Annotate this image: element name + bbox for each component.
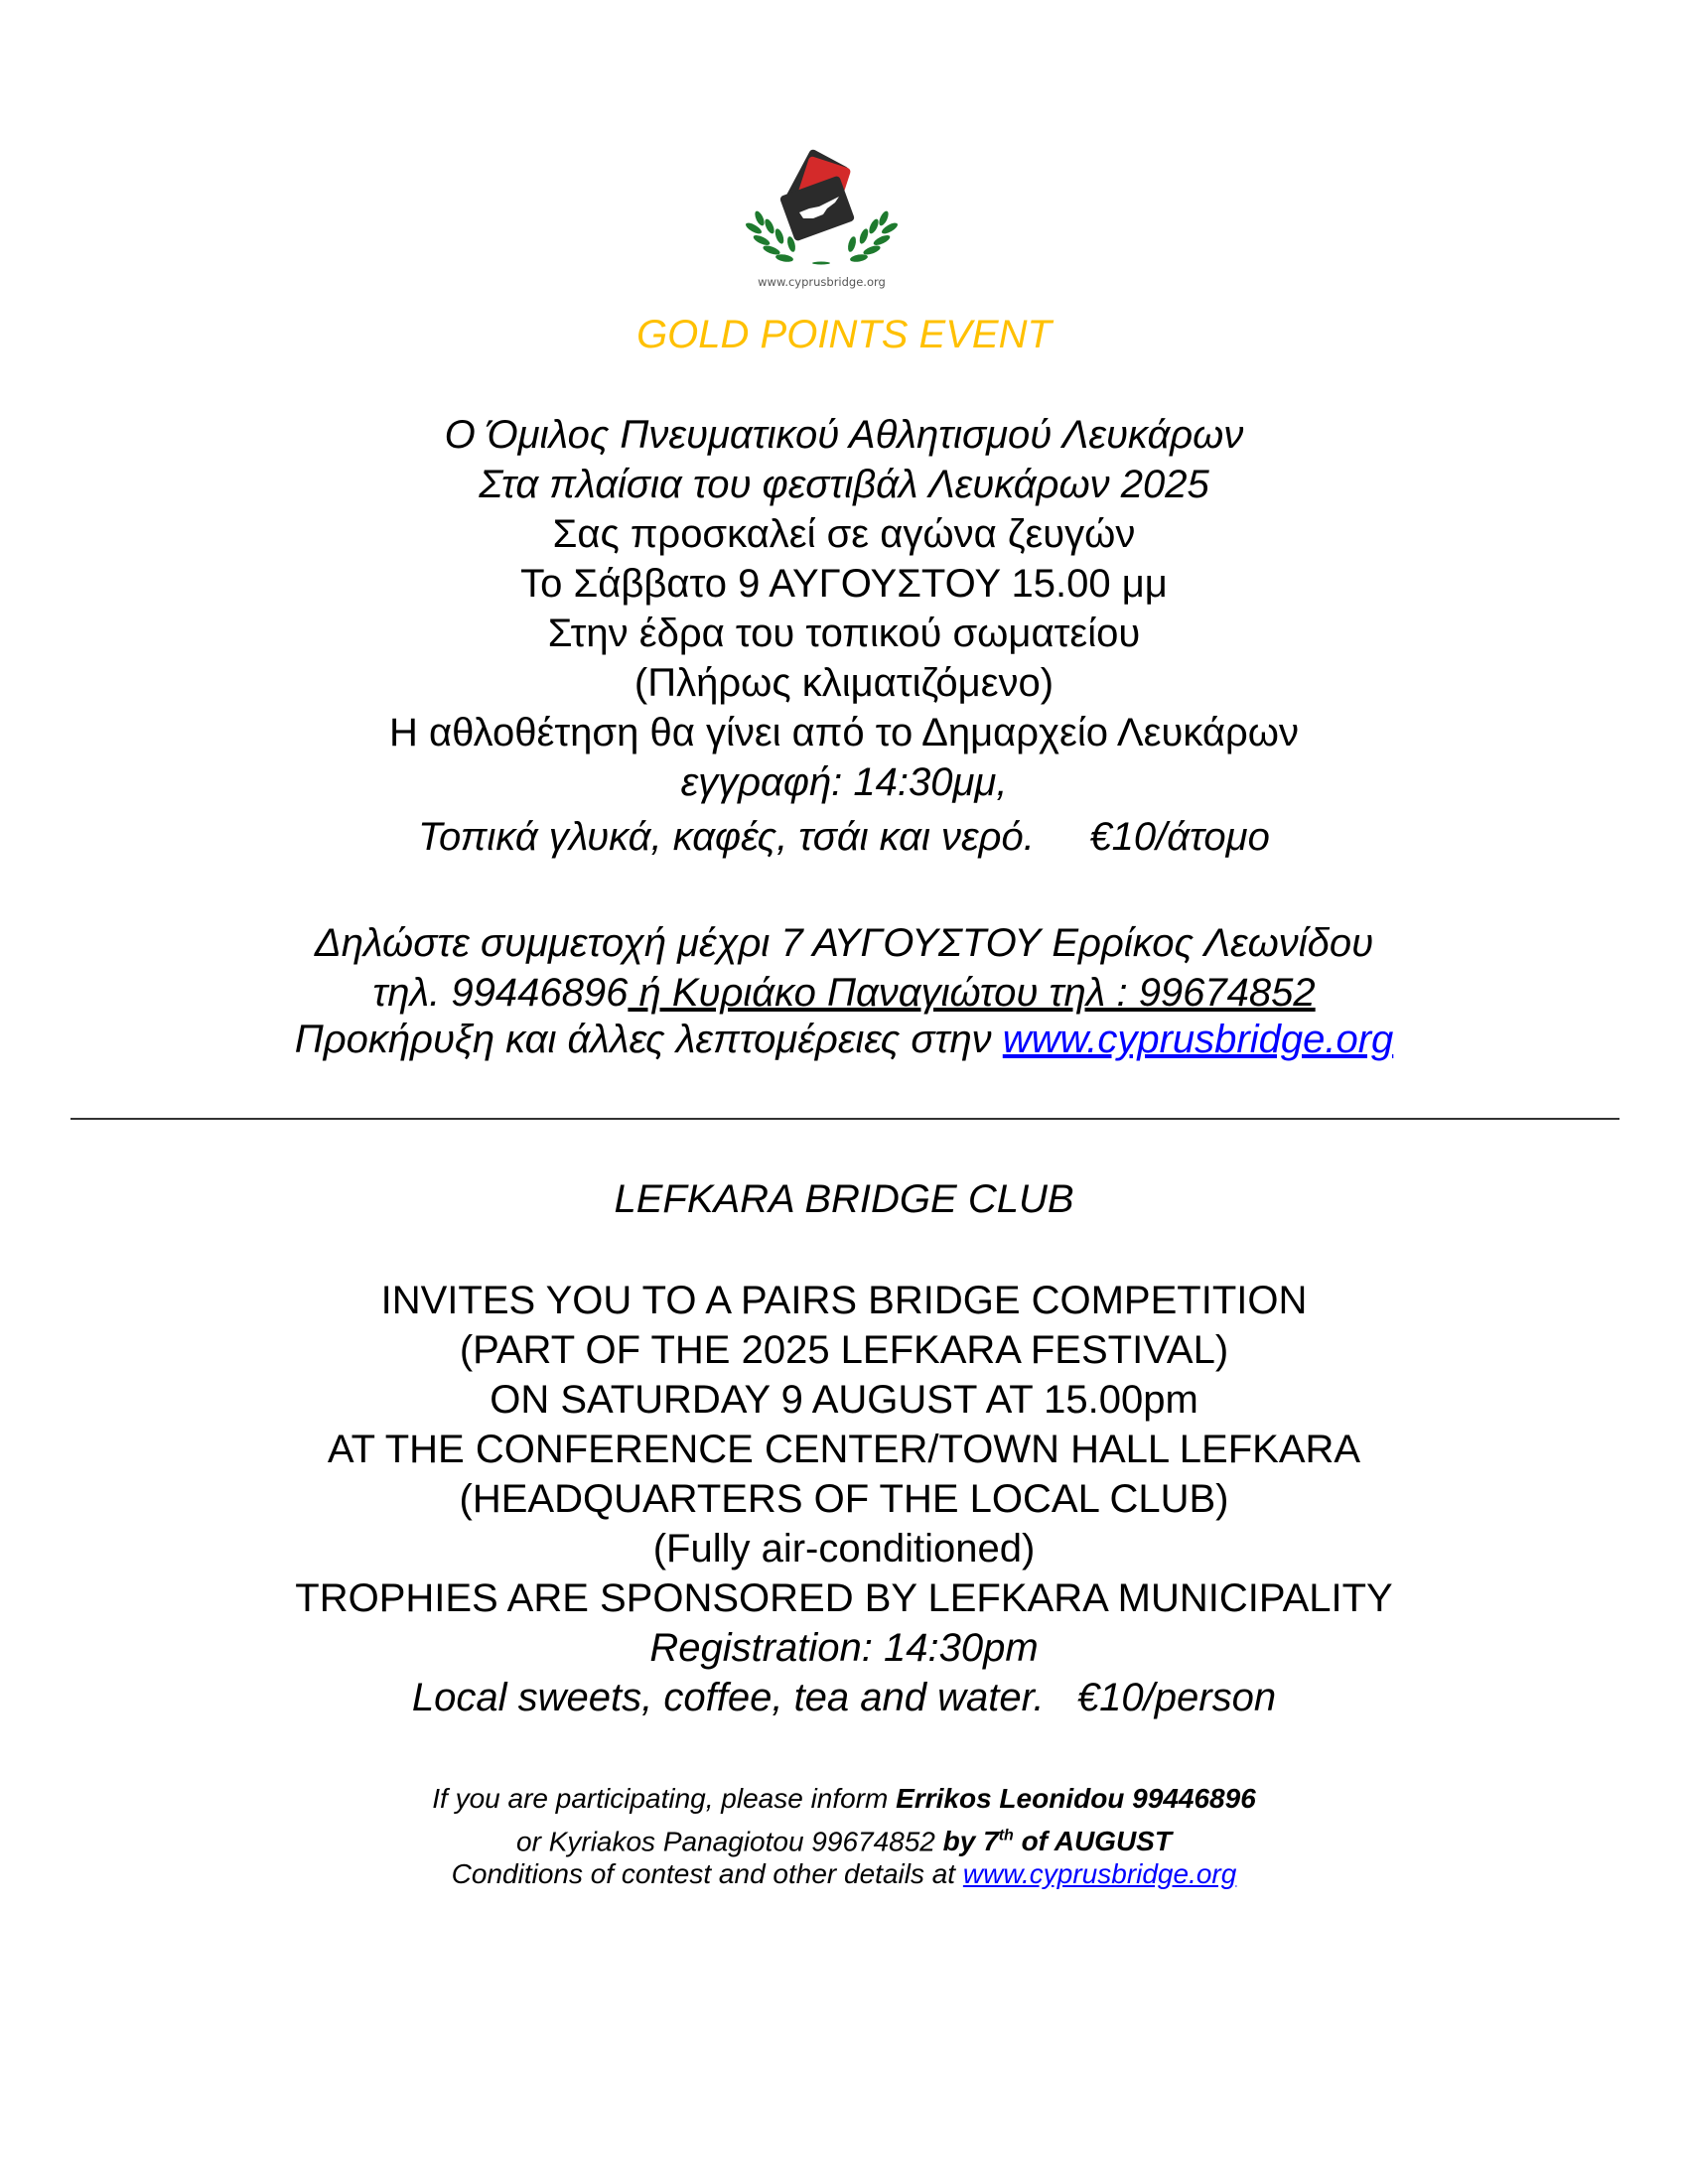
greek-line: εγγραφή: 14:30μμ, xyxy=(680,760,1008,804)
greek-line: (Πλήρως κλιματιζόμενο) xyxy=(633,661,1055,705)
phone-text: τηλ. 99446896 xyxy=(372,971,629,1015)
english-line: ON SATURDAY 9 AUGUST AT 15.00pm xyxy=(490,1378,1198,1422)
second-contact-underlined: ή Κυριάκο Παναγιώτου τηλ : 99674852 xyxy=(628,971,1316,1015)
footer-text: Conditions of contest and other details at xyxy=(451,1858,963,1889)
greek-line: Στην έδρα του τοπικού σωματείου xyxy=(547,612,1141,655)
logo-caption: www.cyprusbridge.org xyxy=(758,275,886,289)
deadline-day: by 7 xyxy=(942,1826,999,1857)
english-line: AT THE CONFERENCE CENTER/TOWN HALL LEFKARA xyxy=(327,1428,1361,1471)
english-line: (PART OF THE 2025 LEFKARA FESTIVAL) xyxy=(459,1328,1229,1372)
footer-details-line xyxy=(0,1855,1688,1893)
footer-contact-line xyxy=(0,1780,1688,1818)
deadline-month: of AUGUST xyxy=(1013,1826,1172,1857)
ordinal-suffix: th xyxy=(998,1828,1014,1844)
greek-line: Σας προσκαλεί σε αγώνα ζευγών xyxy=(552,512,1136,556)
english-line: Registration: 14:30pm xyxy=(649,1626,1039,1670)
footer-text: If you are participating, please inform xyxy=(432,1783,897,1814)
footer-contact-bold: Errikos Leonidou 99446896 xyxy=(896,1783,1256,1814)
english-line: (HEADQUARTERS OF THE LOCAL CLUB) xyxy=(459,1477,1229,1521)
english-line: Local sweets, coffee, tea and water. €10/person xyxy=(411,1676,1277,1719)
english-line: TROPHIES ARE SPONSORED BY LEFKARA MUNICIPALITY xyxy=(295,1576,1393,1620)
cyprusbridge-link[interactable]: www.cyprusbridge.org xyxy=(1002,1018,1394,1061)
greek-line: Το Σάββατο 9 ΑΥΓΟΥΣΤΟΥ 15.00 μμ xyxy=(520,562,1168,606)
greek-contact-line: Δηλώστε συμμετοχή μέχρι 7 ΑΥΓΟΥΣΤΟΥ Ερρίκος Λεωνίδου xyxy=(314,921,1374,965)
greek-line: Η αθλοθέτηση θα γίνει από το Δημαρχείο Λευκάρων xyxy=(389,711,1299,754)
cyprusbridge-logo xyxy=(740,147,904,296)
gold-points-title: GOLD POINTS EVENT xyxy=(636,313,1052,356)
club-title: LEFKARA BRIDGE CLUB xyxy=(614,1177,1074,1221)
cyprusbridge-footer-link[interactable]: www.cyprusbridge.org xyxy=(962,1858,1237,1889)
footer-deadline-line xyxy=(0,1818,1688,1860)
details-text: Προκήρυξη και άλλες λεπτομέρειες στην xyxy=(294,1018,1003,1061)
footer-text: or Kyriakos Panagiotou 99674852 xyxy=(516,1826,943,1857)
greek-line: Στα πλαίσια του φεστιβάλ Λευκάρων 2025 xyxy=(479,463,1209,506)
section-divider xyxy=(70,1118,1619,1120)
greek-contact-phones xyxy=(0,968,1688,1018)
greek-line: Ο Όμιλος Πνευματικού Αθλητισμού Λευκάρων xyxy=(444,413,1244,457)
english-line: (Fully air-conditioned) xyxy=(652,1527,1036,1570)
greek-line: Τοπικά γλυκά, καφές, τσάι και νερό. €10/άτομο xyxy=(418,815,1270,859)
english-line: INVITES YOU TO A PAIRS BRIDGE COMPETITION xyxy=(380,1279,1308,1322)
footer-deadline-bold xyxy=(943,1826,1172,1856)
playing-cards-icon xyxy=(779,148,856,241)
greek-details-line xyxy=(0,1015,1688,1064)
